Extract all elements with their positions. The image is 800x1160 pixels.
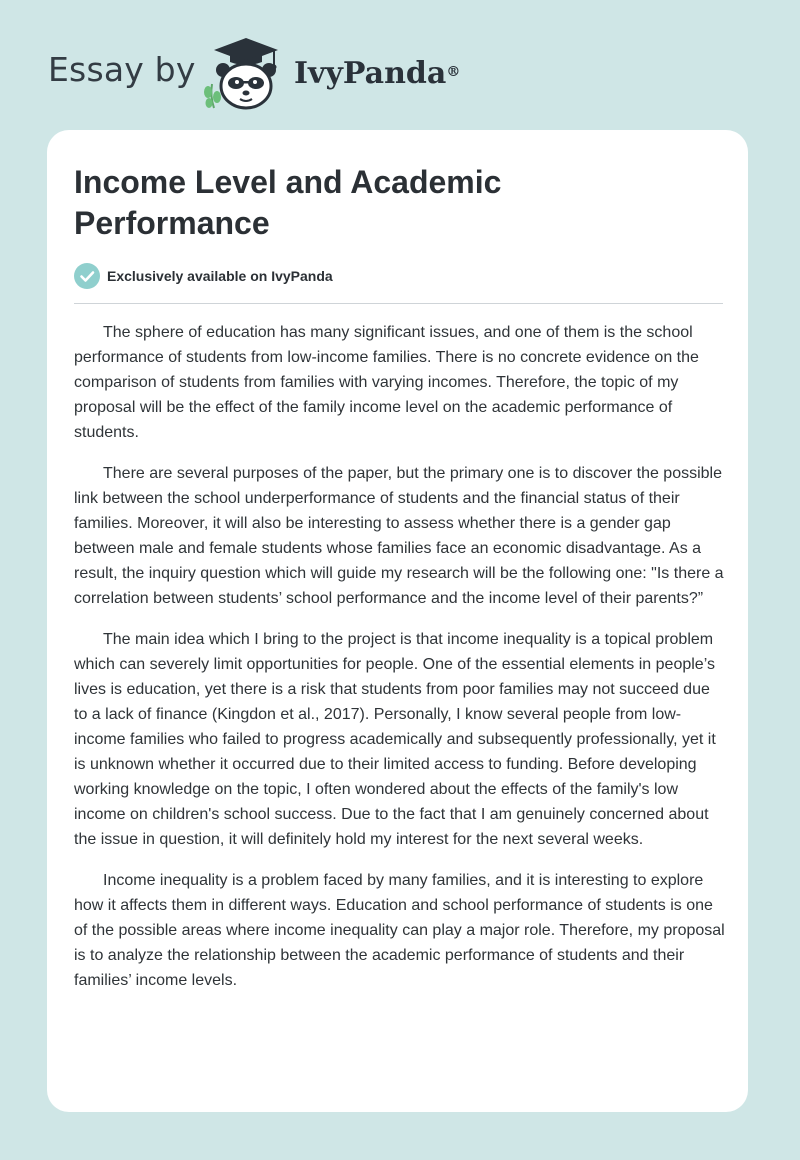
essay-body	[74, 320, 726, 1009]
brand-name-text: IvyPanda	[294, 56, 447, 91]
site-header	[0, 0, 800, 120]
brand-name[interactable]	[294, 54, 460, 94]
paragraph: Income inequality is a problem faced by many families, and it is interesting to explore how it affects them in different ways. Education and school performance of students is one of the possible areas where income inequality can play a major role. Therefore, my proposal is to analyze the relationship between the academic performance of students and their families’ income levels.	[74, 872, 725, 989]
panda-graduate-icon[interactable]	[200, 36, 292, 110]
registered-mark: ®	[446, 64, 461, 80]
paragraph: There are several purposes of the paper, but the primary one is to discover the possible link between the school underperformance of students and the financial status of their families. Moreover, it will also be interesting to assess whether there is a gender gap between male and female students whose families face an economic disadvantage. As a result, the inquiry question which will guide my research will be the following one: "Is there a correlation between students’ school performance and the income level of their parents?”	[74, 465, 724, 607]
badge-text: Exclusively available on IvyPanda	[107, 268, 333, 284]
exclusive-badge	[74, 263, 333, 289]
paragraph: The sphere of education has many significant issues, and one of them is the school performance of students from low-income families. There is no concrete evidence on the comparison of students from families with varying incomes. Therefore, the topic of my proposal will be the effect of the family income level on the academic performance of students.	[74, 324, 699, 441]
divider	[74, 303, 723, 304]
page-title: Income Level and Academic Performance	[74, 164, 502, 241]
brand-prefix: Essay by	[48, 50, 196, 89]
paragraph: The main idea which I bring to the project is that income inequality is a topical problem which can severely limit opportunities for people. One of the essential elements in people’s lives is education, yet there is a risk that students from poor families may not succeed due to a lack of finance (Kingdon et al., 2017). Personally, I know several people from low-income families who failed to progress academically and subsequently professionally, yet it is unknown whether it occurred due to their limited access to funding. Before developing working knowledge on the topic, I often wondered about the effects of the family's low income on children's school success. Due to the fact that I am genuinely concerned about the issue in question, it will definitely hold my interest for the next several weeks.	[74, 631, 716, 848]
essay-card	[47, 130, 748, 1112]
check-circle-icon	[74, 263, 100, 289]
